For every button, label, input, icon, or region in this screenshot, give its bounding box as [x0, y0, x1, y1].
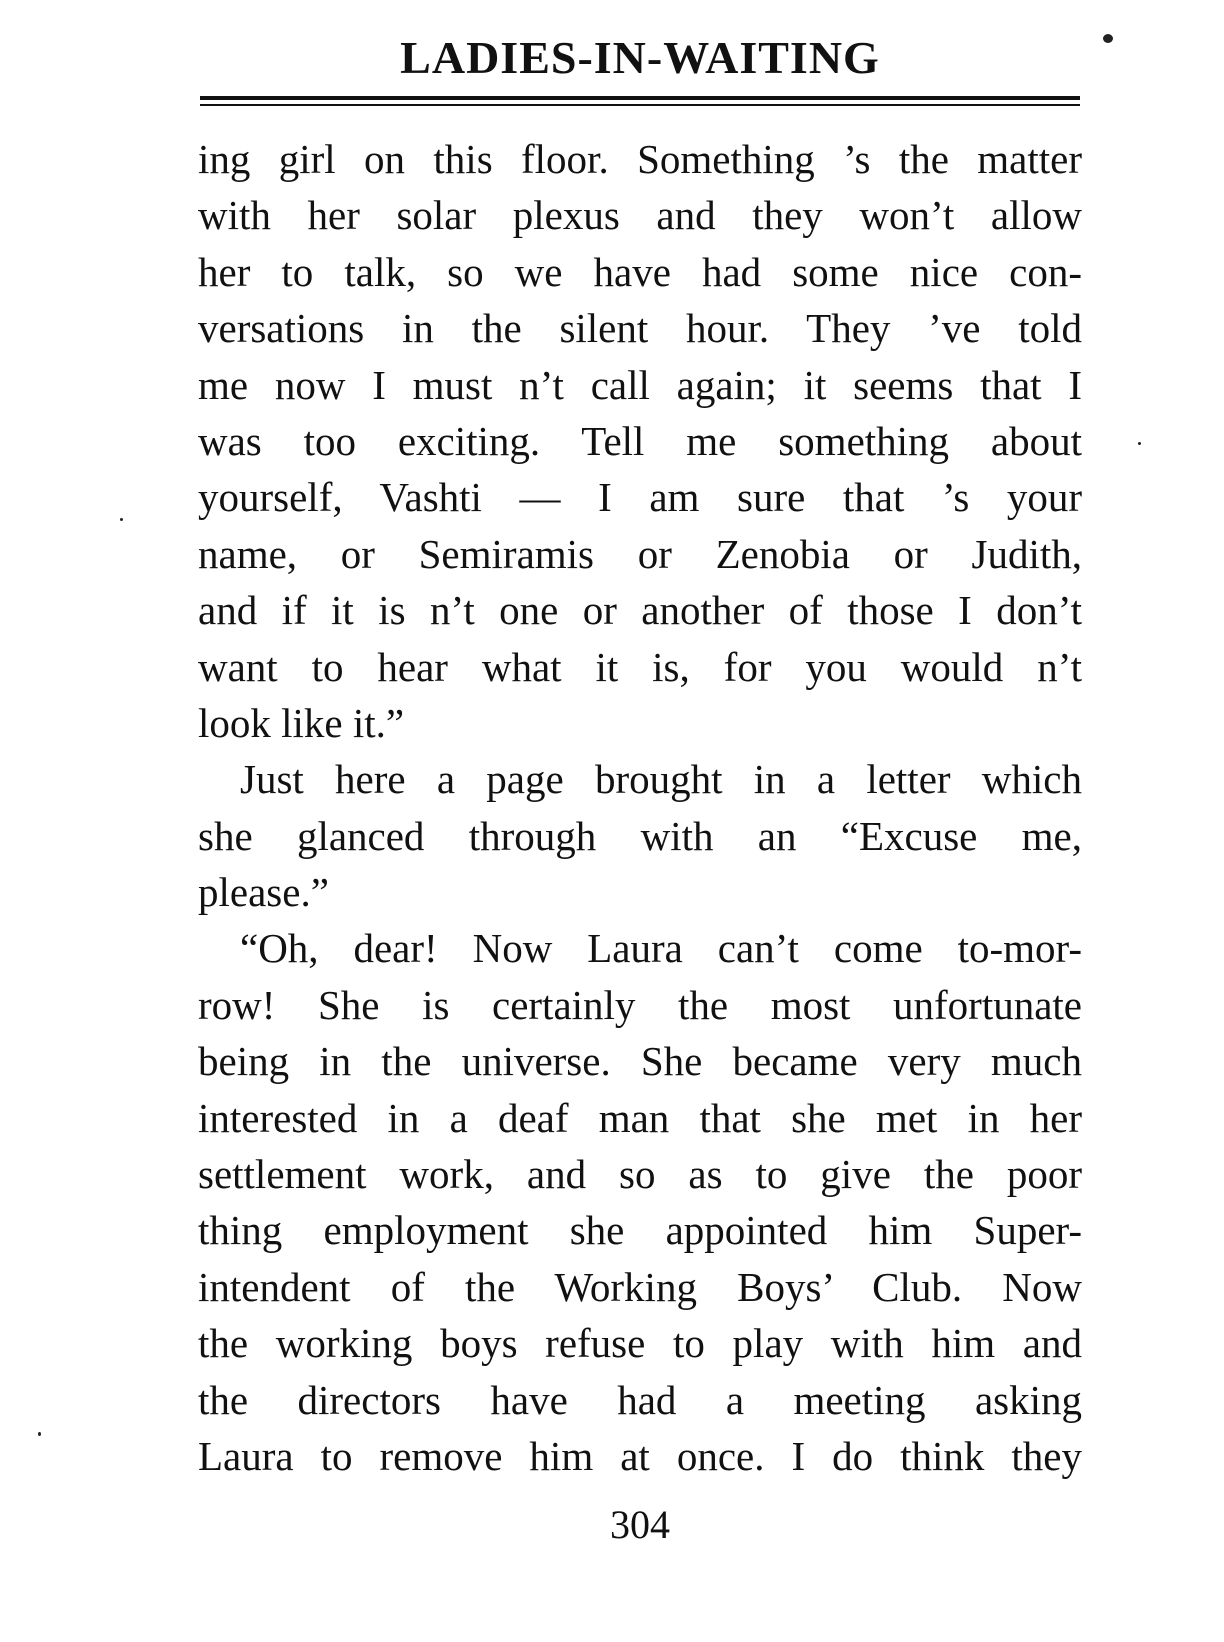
header-rule-thick — [200, 96, 1080, 100]
text-line: versations in the silent hour. They ’ve told — [198, 305, 1082, 352]
text-line: settlement work, and so as to give the poor — [198, 1151, 1082, 1198]
text-line: row! She is certainly the most unfortunate — [198, 981, 1082, 1028]
text-line: Just here a page brought in a letter which — [240, 756, 1082, 803]
text-line: and if it is n’t one or another of those I don’t — [198, 587, 1082, 634]
scan-speck — [1138, 442, 1141, 445]
text-line: “Oh, dear! Now Laura can’t come to-mor- — [240, 925, 1082, 972]
text-line: thing employment she appointed him Super- — [198, 1207, 1082, 1254]
text-line: interested in a deaf man that she met in her — [198, 1094, 1082, 1141]
text-line: she glanced through with an “Excuse me, — [198, 812, 1082, 859]
text-line: the working boys refuse to play with him and — [198, 1320, 1082, 1367]
scan-speck — [120, 518, 123, 521]
header-rule-thin — [200, 104, 1080, 106]
text-line: want to hear what it is, for you would n’t — [198, 643, 1082, 690]
text-line: ing girl on this floor. Something ’s the matter — [198, 136, 1082, 182]
text-line: yourself, Vashti — I am sure that ’s your — [198, 474, 1082, 521]
text-line: with her solar plexus and they won’t allow — [198, 192, 1082, 239]
text-line: Laura to remove him at once. I do think they — [198, 1432, 1082, 1479]
text-line: the directors have had a meeting asking — [198, 1376, 1082, 1423]
page-number: 304 — [610, 1502, 670, 1547]
running-head: LADIES-IN-WAITING — [400, 32, 880, 83]
text-line: her to talk, so we have had some nice con- — [198, 248, 1082, 295]
scan-speck — [1103, 34, 1113, 43]
text-line: please.” — [198, 869, 329, 916]
text-line: name, or Semiramis or Zenobia or Judith, — [198, 530, 1082, 577]
body-text — [198, 131, 1082, 1484]
text-line: being in the universe. She became very much — [198, 1038, 1082, 1085]
scan-speck — [38, 1432, 41, 1436]
text-line: look like it.” — [198, 699, 405, 746]
text-line: intendent of the Working Boys’ Club. Now — [198, 1263, 1082, 1310]
text-line: me now I must n’t call again; it seems that I — [198, 361, 1082, 408]
text-line: was too exciting. Tell me something about — [198, 417, 1082, 464]
